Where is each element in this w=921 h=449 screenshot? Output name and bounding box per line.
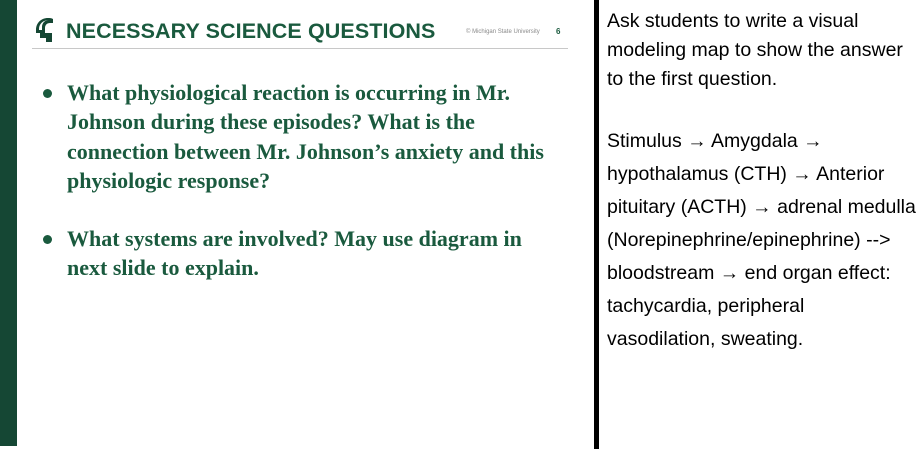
slide-number: 6 <box>556 27 561 36</box>
question-list <box>38 78 558 283</box>
speaker-notes <box>607 7 917 356</box>
notes-pathway: Stimulus → Amygdala → hypothalamus (CTH) → Anterior pituitary (ACTH) → adrenal medulla (Norepinephrine/epinephrine) --> bloodstream → end organ effect: tachycardia, peripheral vasodilation, sweating. <box>607 130 916 350</box>
title-underline <box>32 48 568 49</box>
bullet-dot-icon <box>43 235 52 244</box>
question-item <box>38 78 558 195</box>
slide-title: NECESSARY SCIENCE QUESTIONS <box>66 19 436 43</box>
question-text: What physiological reaction is occurring in Mr. Johnson during these episodes? What is the connection between Mr. Johnson’s anxiety and this physiologic response? <box>67 80 544 193</box>
question-item <box>38 224 558 283</box>
question-text: What systems are involved? May use diagram in next slide to explain. <box>67 226 522 281</box>
slide-accent-bar <box>0 0 17 446</box>
copyright-notice: © Michigan State University <box>466 29 540 35</box>
spartan-helmet-icon <box>32 16 56 44</box>
notes-instruction: Ask students to write a visual modeling map to show the answer to the first question. <box>607 10 903 90</box>
panel-divider <box>594 0 599 449</box>
bullet-dot-icon <box>43 89 52 98</box>
